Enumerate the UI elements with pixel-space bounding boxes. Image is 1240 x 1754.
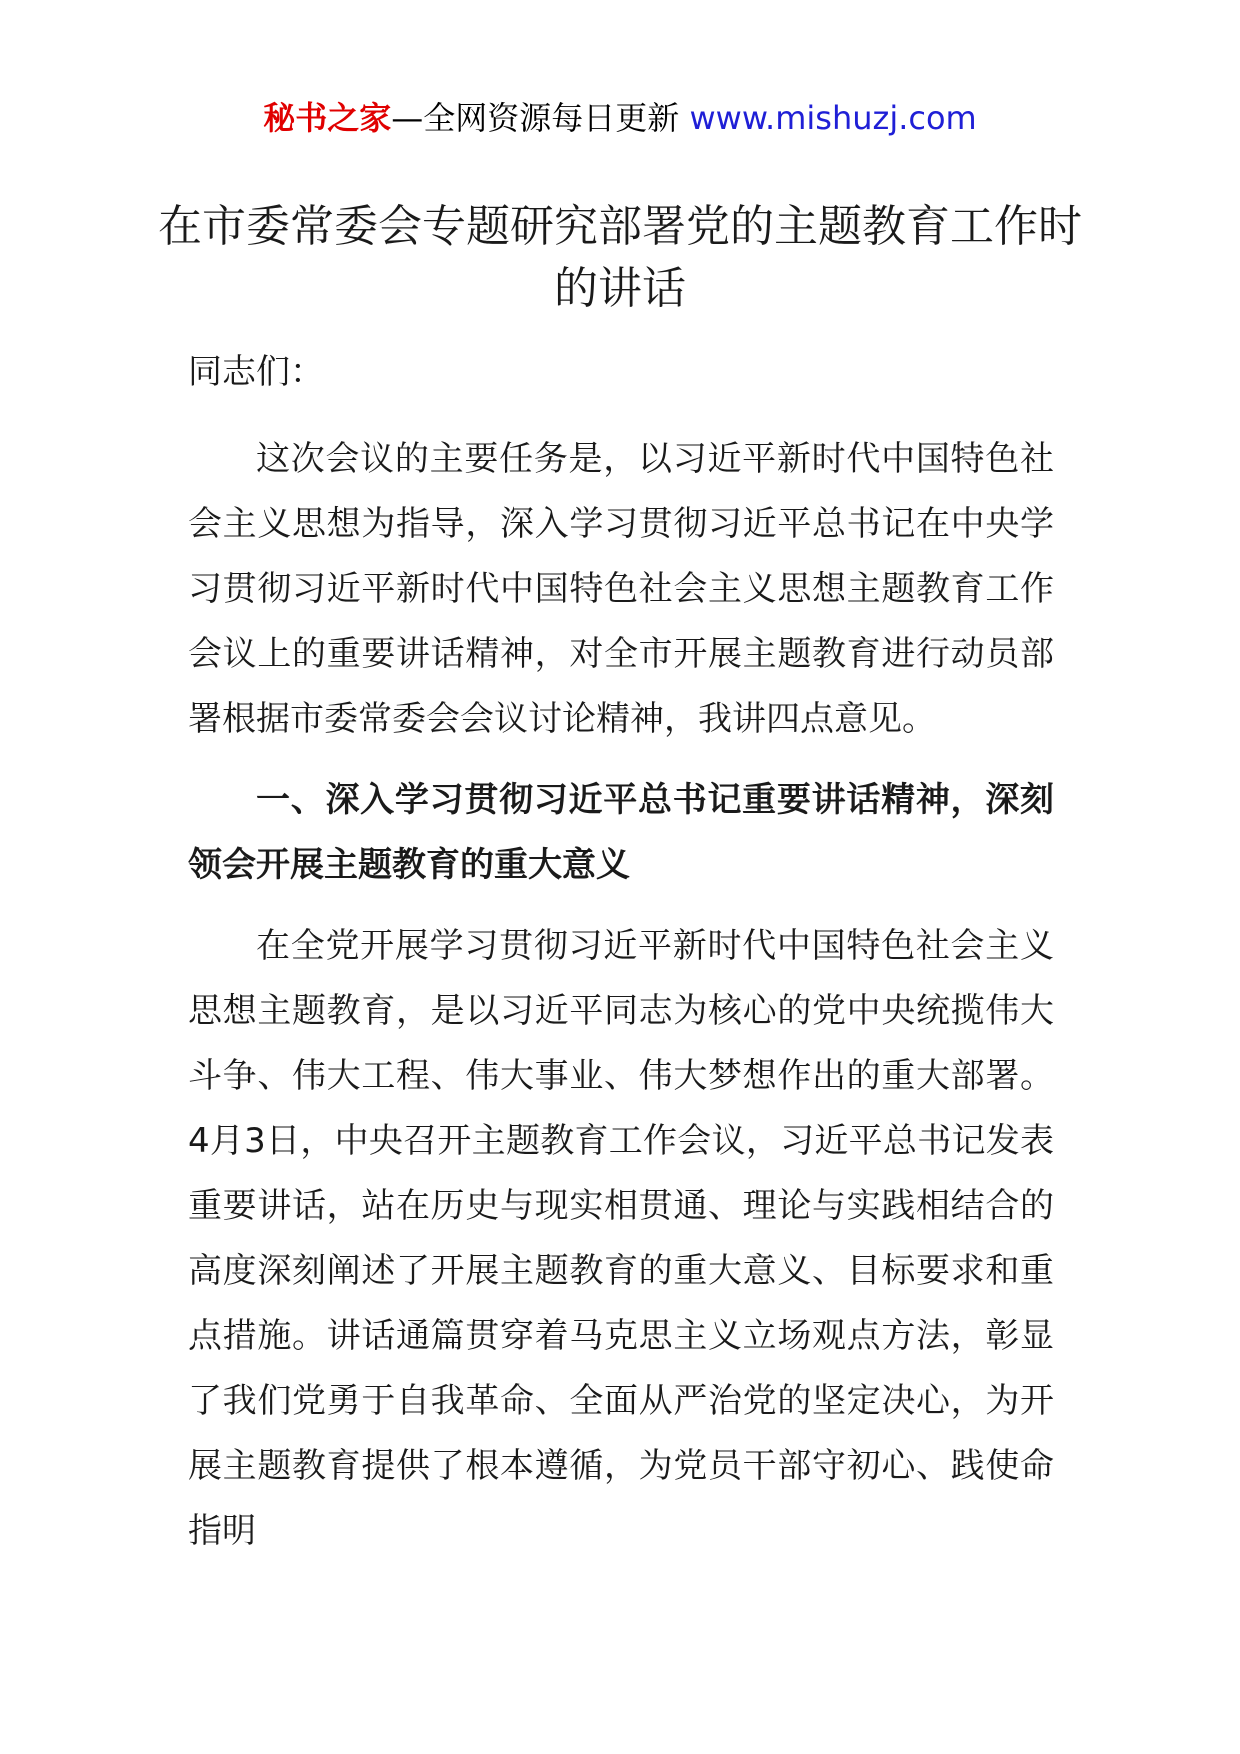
site-brand: 秘书之家 (263, 99, 392, 137)
site-banner (0, 96, 1240, 140)
section-paragraph: 在全党开展学习贯彻习近平新时代中国特色社会主义思想主题教育，是以习近平同志为核心的党中央统揽伟大斗争、伟大工程、伟大事业、伟大梦想作出的重大部署。4月3日，中央召开主题教育工作会议，习近平总书记发表重要讲话，站在历史与现实相贯通、理论与实践相结合的高度深刻阐述了开展主题教育的重大意义、目标要求和重点措施。讲话通篇贯穿着马克思主义立场观点方法，彰显了我们党勇于自我革命、全面从严治党的坚定决心，为开展主题教育提供了根本遵循，为党员干部守初心、践使命指明 (188, 926, 1054, 1551)
site-url-link[interactable]: www.mishuzj.com (689, 99, 977, 137)
section-heading: 一、深入学习贯彻习近平总书记重要讲话精神，深刻领会开展主题教育的重大意义 (188, 780, 1054, 885)
document-title: 在市委常委会专题研究部署党的主题教育工作时的讲话 (158, 201, 1082, 314)
site-tagline: —全网资源每日更新 (391, 99, 690, 137)
paragraph: 这次会议的主要任务是，以习近平新时代中国特色社会主义思想为指导，深入学习贯彻习近平总书记在中央学习贯彻习近平新时代中国特色社会主义思想主题教育工作会议上的重要讲话精神，对全市开展主题教育进行动员部署根据市委常委会会议讨论精神，我讲四点意见。 (188, 439, 1054, 739)
document-body (188, 340, 1054, 1564)
greeting: 同志们： (188, 352, 324, 392)
